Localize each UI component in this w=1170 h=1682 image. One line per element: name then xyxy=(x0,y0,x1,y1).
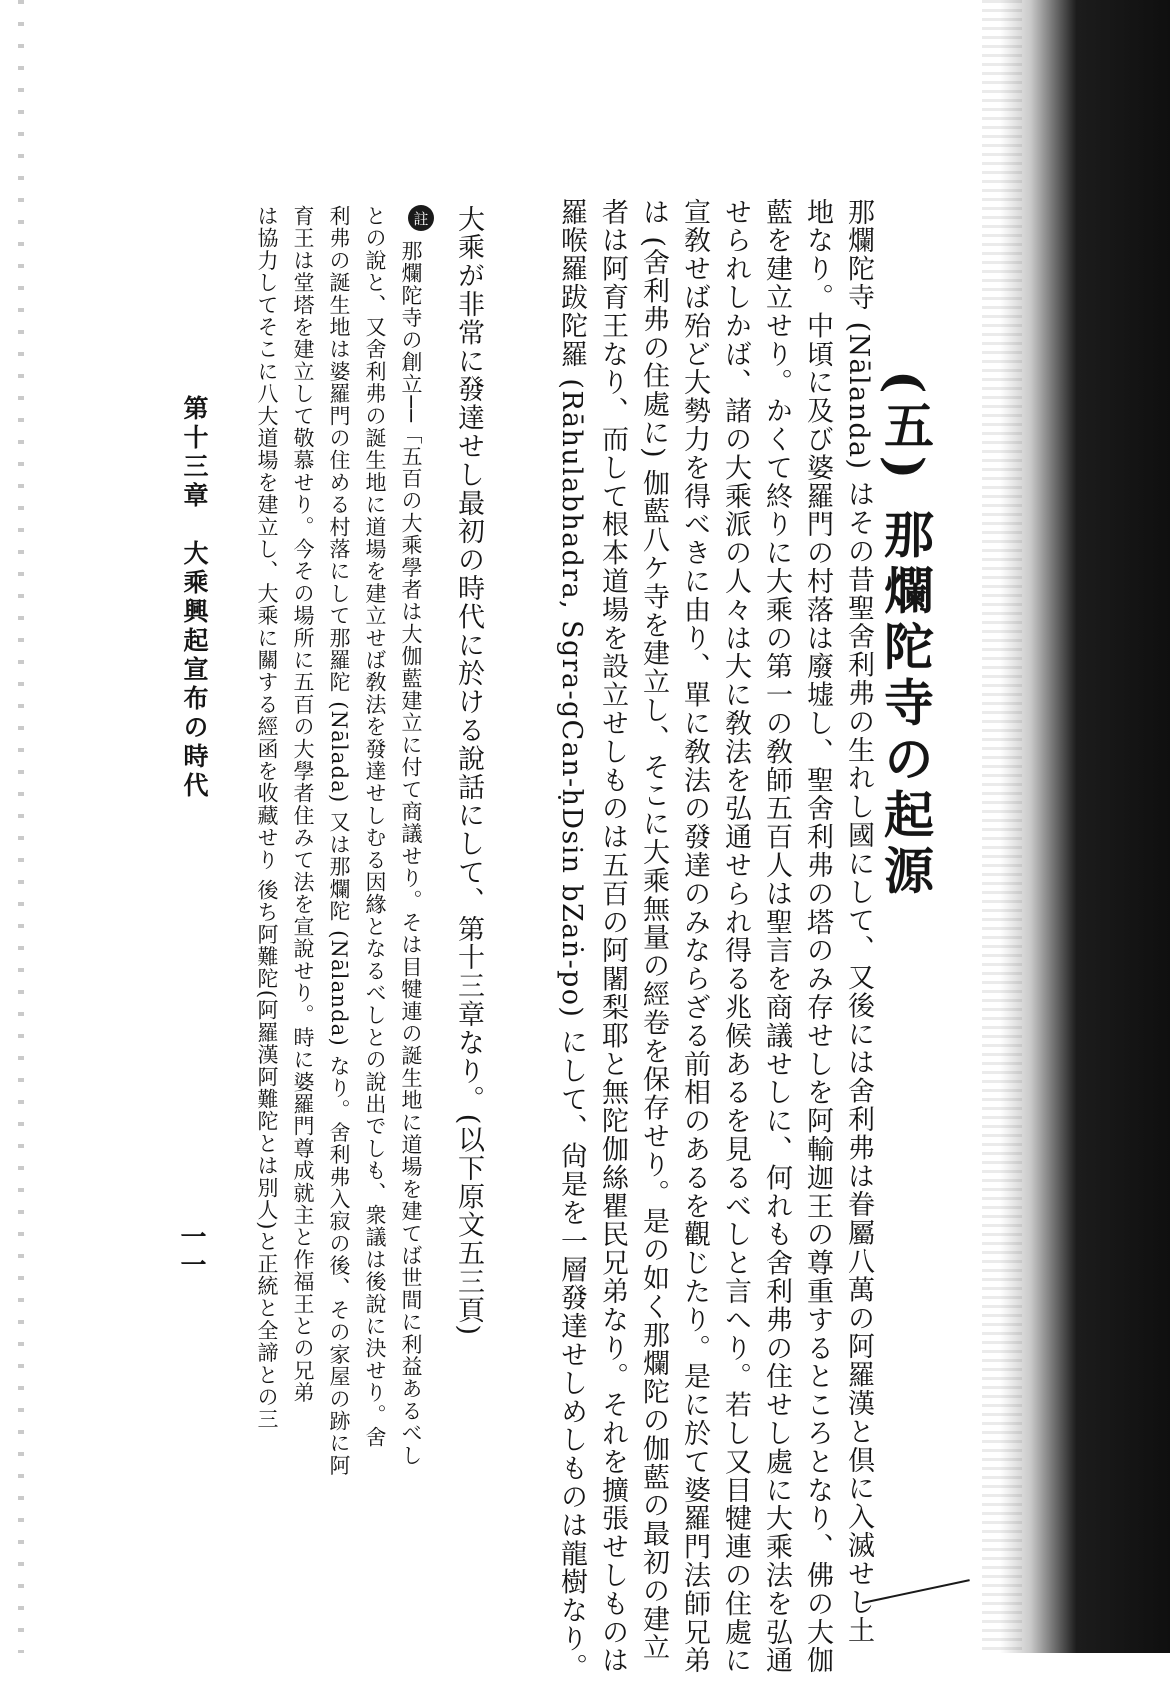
page-left-edge xyxy=(18,0,24,1653)
running-footer-chapter: 第十三章 大乘興起宣布の時代 xyxy=(180,395,209,801)
body-line-2: 地なり。中頃に及び婆羅門の村落は廢墟し、聖舍利弗の塔のみ存せしを阿輸迦王の尊重するところとなり、佛の大伽 xyxy=(802,198,833,1675)
binding-shadow xyxy=(1000,0,1170,1653)
note-marker: 註 xyxy=(408,205,434,231)
stray-pen-mark xyxy=(862,1579,970,1604)
body-line-1: 那爛陀寺 (Nālanda) はその昔聖舍利弗の生れし國にして、又後には舍利弗は眷屬八萬の阿羅漢と倶に入滅せし土 xyxy=(843,198,874,1645)
body-line-7: 者は阿育王なり、而して根本道場を設立せしものは五百の阿闍梨耶と無陀伽絲瞿民兄弟なり。それを擴張せしものは xyxy=(597,198,628,1675)
note-line-4: 育王は堂塔を建立して敬慕せり。今その場所に五百の大學者住みて法を宣說せり。時に婆羅門尊成就主と作福王との兄弟 xyxy=(291,205,315,1404)
body-line-4: せられしかば、諸の大乘派の人々は大に敎法を弘通せられ得る兆候あるを見るべしと言へり。若し又目犍連の住處に xyxy=(720,198,751,1675)
note-line-5: は協力してそこに八大道場を建立し、大乘に關する經函を收藏せり 後ち阿難陀(阿羅漢阿難陀とは別人)と正統と全諦との三 xyxy=(255,205,279,1431)
body-line-3: 藍を建立せり。かくて終りに大乘の第一の敎師五百人は聖言を商議せしに、何れも舍利弗の住せし處に大乘法を弘通 xyxy=(761,198,792,1675)
body-line-5: 宣敎せば殆ど大勢力を得べきに由り、單に敎法の發達のみならざる前相のあるを觀じたり。是に於て婆羅門法師兄弟 xyxy=(679,198,710,1675)
note-line-1: 那爛陀寺の創立──「五百の大乘學者は大伽藍建立に付て商議せり。そは目犍連の誕生地に道場を建てば世間に利益あるべし xyxy=(399,240,423,1467)
note-line-3: 利弗の誕生地は婆羅門の住める村落にして那羅陀 (Nālada) 又は那爛陀 (Nālanda) なり。舍利弗入寂の後、その家屋の跡に阿 xyxy=(327,205,351,1477)
note-line-2: との說と、又舍利弗の誕生地に道場を建立せば敎法を發達せしむる因緣となるべしとの說出でしも、衆議は後說に決せり。舍 xyxy=(363,205,387,1449)
section-title: (五) 那爛陀寺の起源 xyxy=(876,370,935,901)
body-line-8: 羅喉羅跋陀羅 (Rāhulabhadra, Sgra-gCan-ḥDsin bZaṅ-po) にして、尙是を一層發達せしめしものは龍樹なり。 xyxy=(556,198,587,1682)
chapter-summary-line: 大乘が非常に發達せし最初の時代に於ける說話にして、第十三章なり。(以下原文五三頁) xyxy=(453,205,484,1337)
body-line-6: は (舍利弗の住處に) 伽藍八ケ寺を建立し、そこに大乘無量の經卷を保存せり。是の如く那爛陀の伽藍の最初の建立 xyxy=(638,198,669,1662)
page-number: 一一 xyxy=(176,1223,206,1279)
